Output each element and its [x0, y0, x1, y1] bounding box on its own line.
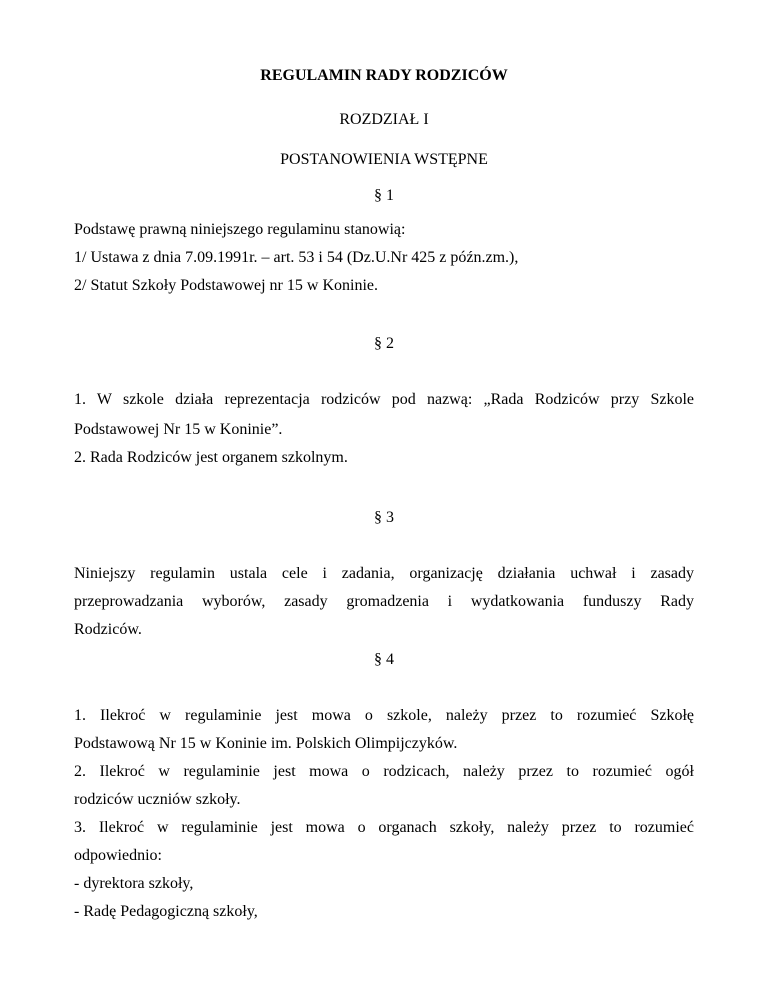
document-title: REGULAMIN RADY RODZICÓW: [260, 67, 508, 84]
paragraph-line: Niniejszy regulamin ustala cele i zadania, organizację działania uchwał i zasady: [74, 565, 694, 582]
paragraph-line: Podstawowej Nr 15 w Koninie”.: [74, 421, 283, 438]
paragraph-line: 1/ Ustawa z dnia 7.09.1991r. – art. 53 i 54 (Dz.U.Nr 425 z późn.zm.),: [74, 249, 519, 266]
section-mark-4: § 4: [374, 651, 394, 668]
section-mark-1: § 1: [374, 187, 394, 204]
chapter-title: POSTANOWIENIA WSTĘPNE: [280, 151, 488, 168]
section-mark-3: § 3: [374, 509, 394, 526]
paragraph-line: przeprowadzania wyborów, zasady gromadzenia i wydatkowania funduszy Rady: [74, 593, 694, 610]
chapter-heading: ROZDZIAŁ I: [339, 111, 429, 128]
paragraph-line: 1. Ilekroć w regulaminie jest mowa o szkole, należy przez to rozumieć Szkołę: [74, 707, 694, 724]
paragraph-line: Rodziców.: [74, 621, 142, 638]
paragraph-line: rodziców uczniów szkoły.: [74, 791, 241, 808]
paragraph-line: 1. W szkole działa reprezentacja rodziców pod nazwą: „Rada Rodziców przy Szkole: [74, 391, 694, 408]
list-item: - dyrektora szkoły,: [74, 875, 194, 892]
paragraph-line: 2. Rada Rodziców jest organem szkolnym.: [74, 449, 348, 466]
section-mark-2: § 2: [374, 335, 394, 352]
paragraph-line: Podstawę prawną niniejszego regulaminu stanowią:: [74, 221, 406, 238]
paragraph-line: 3. Ilekroć w regulaminie jest mowa o organach szkoły, należy przez to rozumieć: [74, 819, 694, 836]
paragraph-line: Podstawową Nr 15 w Koninie im. Polskich Olimpijczyków.: [74, 735, 458, 752]
list-item: - Radę Pedagogiczną szkoły,: [74, 903, 258, 920]
paragraph-line: 2. Ilekroć w regulaminie jest mowa o rodzicach, należy przez to rozumieć ogół: [74, 763, 694, 780]
paragraph-line: 2/ Statut Szkoły Podstawowej nr 15 w Koninie.: [74, 277, 378, 294]
paragraph-line: odpowiednio:: [74, 847, 162, 864]
